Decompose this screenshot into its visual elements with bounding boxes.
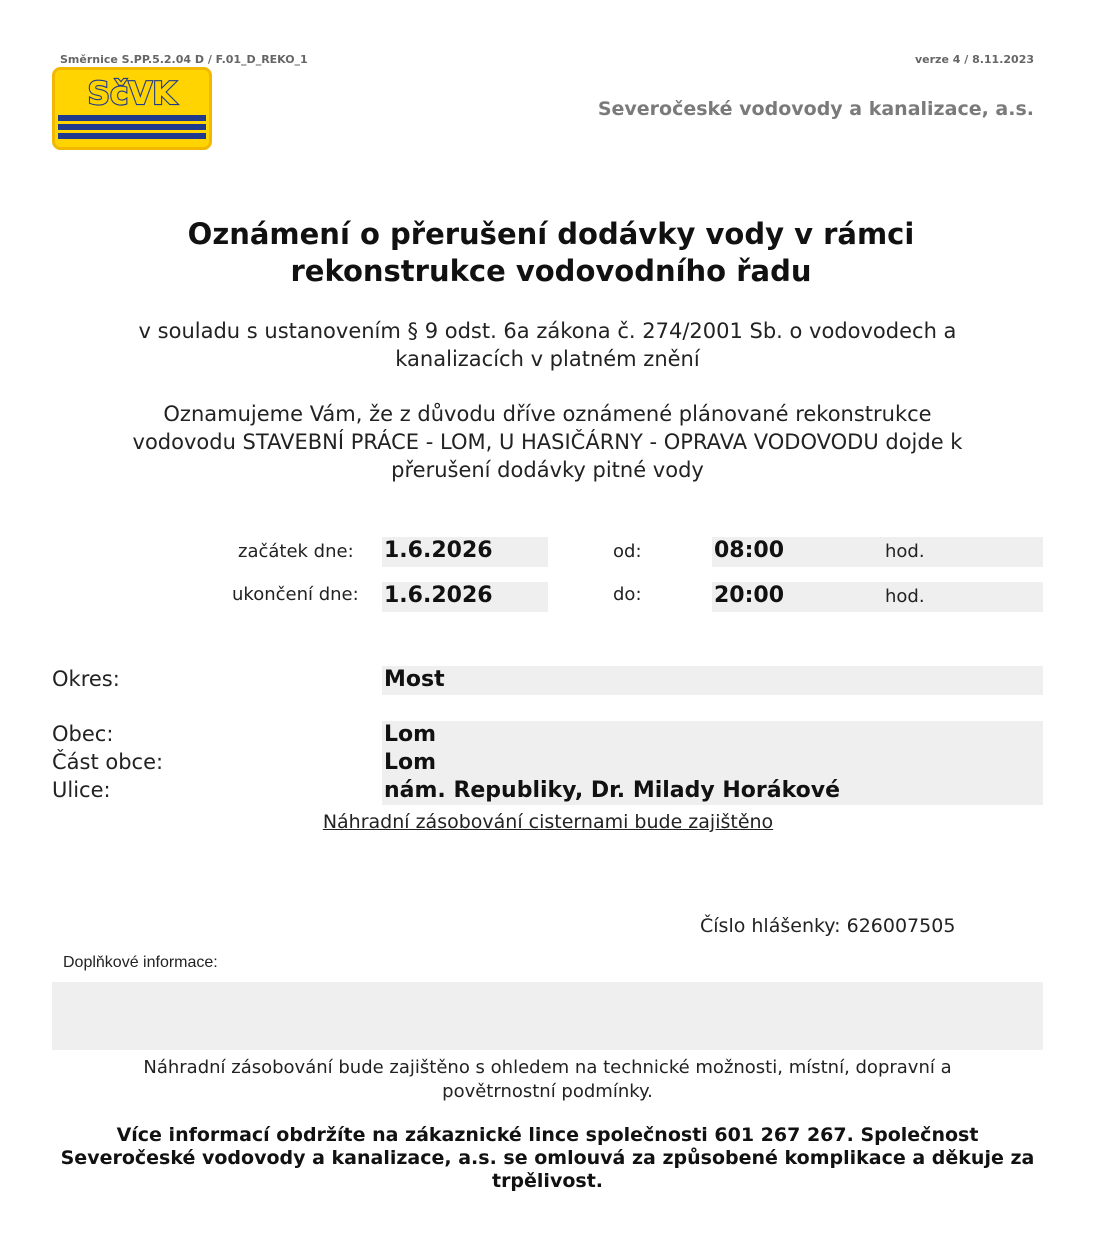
contact-line-1: Více informací obdržíte na zákaznické lince společnosti 601 267 267. Společnost — [116, 1124, 979, 1146]
company-name: Severočeské vodovody a kanalizace, a.s. — [597, 98, 1034, 120]
legal-line-2: kanalizacích v platném znění — [395, 347, 700, 371]
end-label: ukončení dne: — [232, 584, 359, 605]
scvk-logo — [52, 67, 212, 150]
ticket-number: Číslo hlášenky: 626007505 — [700, 915, 956, 937]
start-time-label: od: — [613, 541, 642, 562]
end-date: 1.6.2026 — [384, 583, 493, 608]
municipality-part-label: Část obce: — [52, 750, 164, 774]
district-value: Most — [384, 667, 445, 692]
contact-line-3: trpělivost. — [491, 1170, 603, 1192]
title-line-2: rekonstrukce vodovodního řadu — [290, 254, 812, 288]
start-time-unit: hod. — [885, 541, 925, 562]
legal-line-1: v souladu s ustanovením § 9 odst. 6a zákona č. 274/2001 Sb. o vodovodech a — [138, 319, 957, 343]
contact-info — [40, 1124, 1055, 1193]
street-value: nám. Republiky, Dr. Milady Horákové — [384, 778, 841, 803]
announcement-line-1: Oznamujeme Vám, že z důvodu dříve oznámené plánované rekonstrukce — [163, 402, 932, 426]
end-time-unit: hod. — [885, 586, 925, 607]
contact-line-2: Severočeské vodovody a kanalizace, a.s. se omlouvá za způsobené komplikace a děkuje za — [60, 1147, 1035, 1169]
end-time: 20:00 — [714, 583, 785, 608]
note-line-1: Náhradní zásobování bude zajištěno s ohledem na technické možnosti, místní, dopravní a — [143, 1057, 952, 1078]
substitute-supply-note — [60, 1056, 1035, 1104]
announcement-line-2: vodovodu STAVEBNÍ PRÁCE - LOM, U HASIČÁRNY - OPRAVA VODOVODU dojde k — [132, 430, 963, 454]
note-line-2: povětrnostní podmínky. — [442, 1081, 653, 1102]
district-label: Okres: — [52, 667, 120, 691]
end-time-label: do: — [613, 584, 642, 605]
street-label: Ulice: — [52, 778, 111, 802]
municipality-part-value: Lom — [384, 750, 437, 775]
announcement-line-3: přerušení dodávky pitné vody — [391, 458, 704, 482]
title-line-1: Oznámení o přerušení dodávky vody v rámci — [187, 217, 915, 251]
logo-text: SčVK — [87, 76, 177, 112]
version-reference: verze 4 / 8.11.2023 — [914, 53, 1034, 66]
municipality-value: Lom — [384, 722, 437, 747]
start-date: 1.6.2026 — [384, 538, 493, 563]
cistern-supply-note: Náhradní zásobování cisternami bude zajištěno — [322, 811, 774, 833]
start-label: začátek dne: — [238, 541, 354, 562]
directive-reference: Směrnice S.PP.5.2.04 D / F.01_D_REKO_1 — [60, 53, 308, 66]
extra-info-label: Doplňkové informace: — [63, 954, 218, 971]
municipality-label: Obec: — [52, 722, 114, 746]
extra-info-box — [52, 982, 1043, 1050]
district-field — [382, 666, 1043, 695]
start-time: 08:00 — [714, 538, 785, 563]
